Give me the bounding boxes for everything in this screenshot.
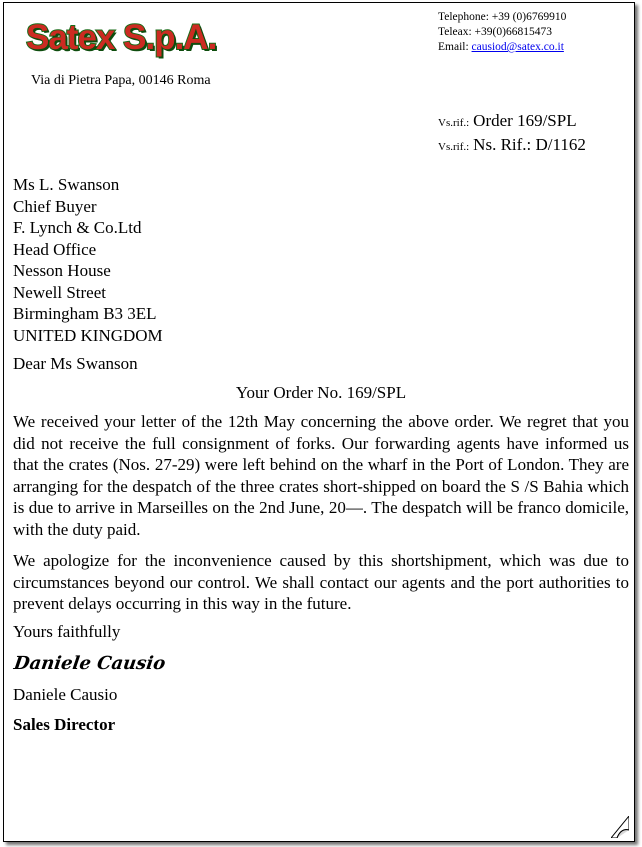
- recipient-line: Nesson House: [13, 261, 111, 280]
- recipient-line: Head Office: [13, 239, 97, 259]
- handwritten-signature: Daniele Causio: [12, 653, 167, 674]
- recipient-line: UNITED KINGDOM: [13, 325, 163, 345]
- greeting: Dear Ms Swanson: [13, 354, 138, 373]
- reference-value: Ns. Rif.: D/1162: [473, 135, 586, 154]
- subject-line: Your Order No. 169/SPL: [235, 383, 407, 402]
- recipient-line: Birmingham B3 3EL: [13, 304, 157, 323]
- telephone: Telephone: +39 (0)6769910: [438, 11, 567, 23]
- company-address: Via di Pietra Papa, 00146 Roma: [31, 73, 211, 88]
- body-paragraph: We received your letter of the 12th May concerning the above order. We regret that you did not receive the full consignment of forks. Our forwarding agents have informed us that the crates (Nos. 27-29) were left behind on the wharf in the Port of London. They are arranging for the despatch of the three crates short-shipped on board the S /S Bahia which is due to arrive in Marseilles on the 2nd June, 20—. The despatch will be franco domicile, with the duty paid.: [13, 412, 629, 539]
- recipient-address: [13, 174, 163, 346]
- telex: Teleax: +39(0)66815473: [438, 26, 552, 38]
- contact-block: [438, 10, 566, 55]
- recipient-line: F. Lynch & Co.Ltd: [13, 218, 142, 237]
- page-curl-icon: [611, 816, 629, 838]
- reference-label: Vs.rif.:: [438, 117, 470, 129]
- reference-row: [438, 134, 586, 158]
- closing: Yours faithfully: [13, 622, 121, 641]
- recipient-line: Newell Street: [13, 282, 106, 302]
- signer-name: Daniele Causio: [13, 685, 118, 704]
- signer-title: Sales Director: [13, 715, 116, 734]
- reference-row: [438, 110, 586, 134]
- email-link[interactable]: causiod@satex.co.it: [471, 41, 564, 53]
- reference-block: [438, 110, 586, 158]
- email-label: Email:: [438, 41, 472, 53]
- recipient-line: Ms L. Swanson: [13, 175, 120, 194]
- recipient-line: Chief Buyer: [13, 196, 97, 216]
- email-line: [438, 40, 566, 55]
- reference-value: Order 169/SPL: [473, 111, 577, 130]
- reference-label: Vs.rif.:: [438, 141, 470, 153]
- body-paragraph: We apologize for the inconvenience caused by this shortshipment, which was due to circumstances beyond our control. We shall contact our agents and the port authorities to prevent delays occurring in this way in the future.: [13, 551, 629, 613]
- company-logo: Satex S.p.A.: [26, 18, 217, 57]
